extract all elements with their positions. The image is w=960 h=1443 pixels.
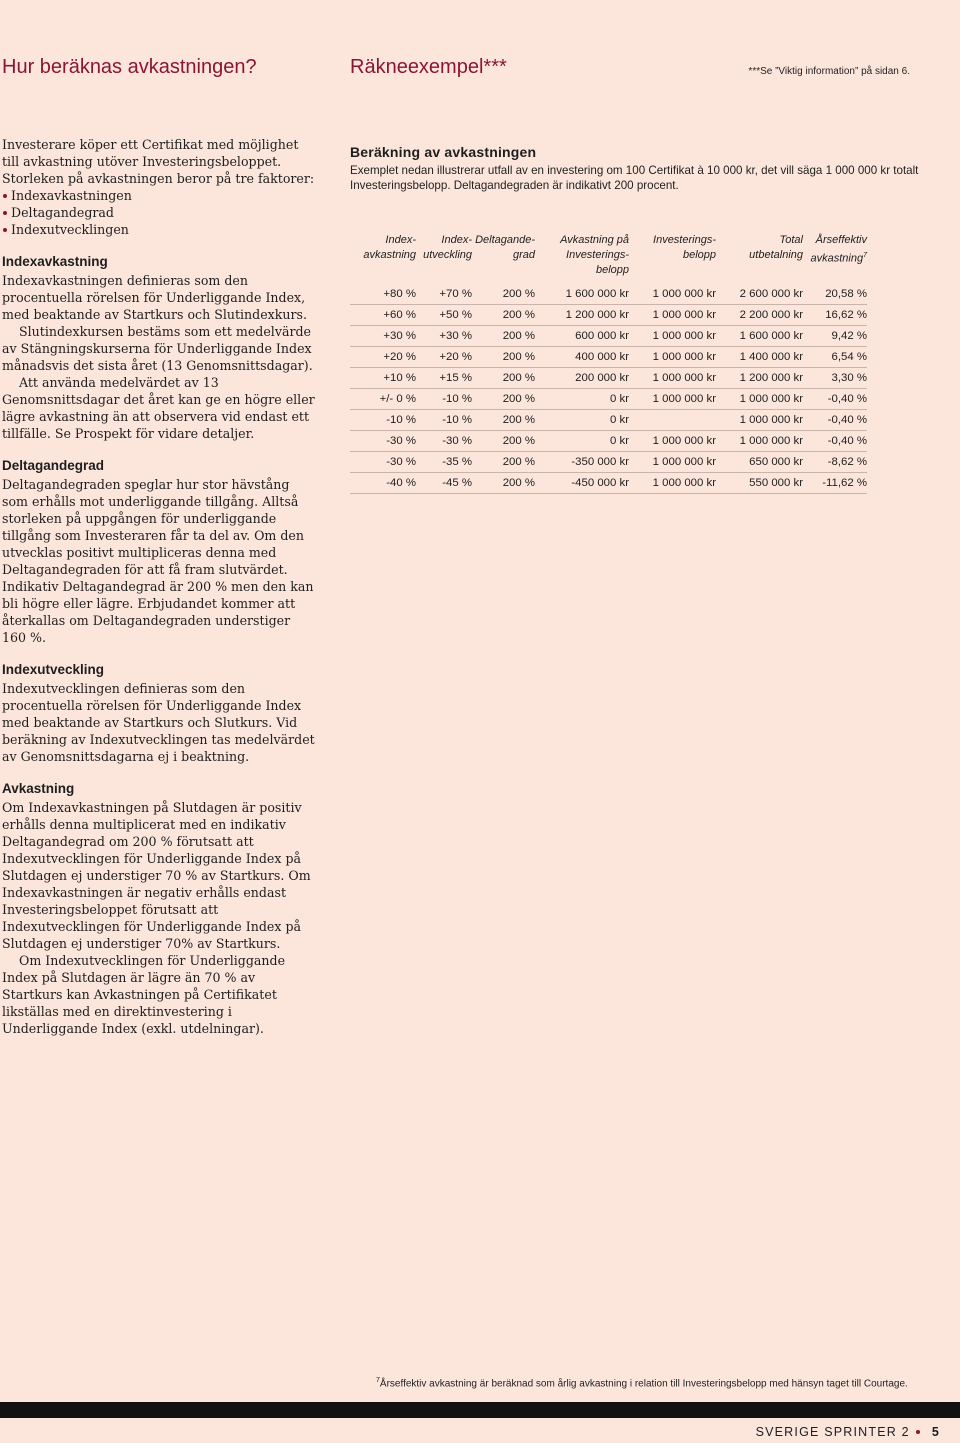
table-cell: 1 200 000 kr (535, 305, 629, 326)
table-cell: 200 000 kr (535, 368, 629, 389)
table-cell: 3,30 % (803, 368, 867, 389)
table-cell: 1 000 000 kr (716, 431, 803, 452)
table-cell: 400 000 kr (535, 347, 629, 368)
table-cell: 1 000 000 kr (716, 410, 803, 431)
table-cell: -8,62 % (803, 452, 867, 473)
paragraph: Indexutvecklingen definieras som den procentuella rörelsen för Underliggande Index med beaktande av Startkurs och Slutkurs. Vid beräkning av Indexutvecklingen tas medelvärdet av Genomsnittsdagarna ej i beaktning. (2, 681, 315, 764)
table-cell: +80 % (350, 284, 416, 305)
table-row (350, 473, 867, 494)
section-title: Räkneexempel*** (350, 56, 507, 78)
table-row (350, 410, 867, 431)
table-row (350, 305, 867, 326)
table-cell: +20 % (350, 347, 416, 368)
table-cell: +/- 0 % (350, 389, 416, 410)
table-cell: -11,62 % (803, 473, 867, 494)
table-cell: -0,40 % (803, 431, 867, 452)
calculation-table (350, 233, 867, 494)
table-cell: 6,54 % (803, 347, 867, 368)
table-cell: -10 % (350, 410, 416, 431)
table-row (350, 347, 867, 368)
table-cell: 200 % (472, 305, 535, 326)
left-column (2, 136, 318, 1037)
heading-avkastning: Avkastning (2, 781, 75, 796)
table-cell: -40 % (350, 473, 416, 494)
heading-deltagandegrad: Deltagandegrad (2, 458, 105, 473)
page-footer (756, 1425, 940, 1439)
table-cell: -30 % (350, 452, 416, 473)
table-header-row (350, 233, 867, 284)
table-cell: 650 000 kr (716, 452, 803, 473)
table-cell: 1 600 000 kr (535, 284, 629, 305)
table-cell: 1 400 000 kr (716, 347, 803, 368)
table-row (350, 389, 867, 410)
table-cell: -35 % (416, 452, 472, 473)
table-cell: 1 000 000 kr (629, 347, 716, 368)
intro-paragraph: Investerare köper ett Certifikat med möjlighet till avkastning utöver Investeringsbeloppet. Storleken på avkastningen beror på tre faktorer: (2, 137, 315, 186)
paragraph: Indexavkastningen definieras som den procentuella rörelsen för Underliggande Index, med beaktande av Startkurs och Slutindexkurs. (2, 273, 308, 322)
paragraph: Slutindexkursen bestäms som ett medelvärde av Stängningskurserna för Underliggande Index månadsvis det sista året (13 Genomsnittsdagar). (2, 324, 313, 373)
table-cell: -30 % (350, 431, 416, 452)
table-cell: -0,40 % (803, 410, 867, 431)
table-cell: -0,40 % (803, 389, 867, 410)
table-cell: 1 000 000 kr (629, 368, 716, 389)
table-cell: 0 kr (535, 431, 629, 452)
table-cell: 200 % (472, 347, 535, 368)
column-header: Deltagande- grad (475, 234, 535, 261)
factor-list (2, 187, 318, 238)
table-cell: 16,62 % (803, 305, 867, 326)
table-row (350, 368, 867, 389)
calc-intro: Exemplet nedan illustrerar utfall av en investering om 100 Certifikat à 10 000 kr, det vill säga 1 000 000 kr totalt Investeringsbelopp. Deltagandegraden är indikativt 200 procent. (350, 164, 919, 192)
right-column (350, 144, 920, 193)
paragraph: Deltagandegraden speglar hur stor hävstång som erhålls mot underliggande tillgång. Alltså storleken på uppgången för underliggande tillgång som Investeraren får ta del av. Om den utvecklas positivt multipliceras denna med Deltagandegraden för att få fram slutvärdet. Indikativ Deltagandegrad är 200 % men den kan bli högre eller lägre. Erbjudandet kommer att återkallas om Deltagandegraden understiger 160 %. (2, 477, 314, 645)
column-header: Index- utveckling (423, 234, 472, 261)
table-cell: 1 000 000 kr (629, 305, 716, 326)
footer-label: SVERIGE SPRINTER 2 (755, 1425, 910, 1439)
table-row (350, 452, 867, 473)
footer-bar (0, 1402, 960, 1418)
table-cell: 1 000 000 kr (629, 431, 716, 452)
table-cell: 1 200 000 kr (716, 368, 803, 389)
column-header: Index- avkastning (363, 234, 416, 261)
table-cell: 2 600 000 kr (716, 284, 803, 305)
table-row (350, 431, 867, 452)
table-cell: 200 % (472, 410, 535, 431)
table-row (350, 326, 867, 347)
table-cell: 1 000 000 kr (629, 284, 716, 305)
table-cell: -45 % (416, 473, 472, 494)
table-cell: 0 kr (535, 389, 629, 410)
factor-item: Deltagandegrad (2, 204, 318, 221)
paragraph: Om Indexutvecklingen för Underliggande Index på Slutdagen är lägre än 70 % av Startkurs kan Avkastningen på Certifikatet likställas med en direktinvestering i Underliggande Index (exkl. utdelningar). (2, 953, 286, 1036)
disclaimer-note: ***Se ”Viktig information” på sidan 6. (748, 66, 910, 77)
table-cell: 200 % (472, 452, 535, 473)
factor-item: Indexavkastningen (2, 187, 318, 204)
page-number: 5 (931, 1425, 940, 1439)
table-cell: +20 % (416, 347, 472, 368)
table-cell: 1 000 000 kr (629, 473, 716, 494)
table-cell: 200 % (472, 431, 535, 452)
column-header: Investerings- belopp (653, 234, 716, 261)
table-cell: 200 % (472, 473, 535, 494)
column-header: Årseffektiv avkastning$^7$ (810, 234, 867, 265)
table-cell: 1 000 000 kr (629, 452, 716, 473)
table-cell: 1 000 000 kr (629, 389, 716, 410)
table-cell: 1 000 000 kr (629, 326, 716, 347)
column-header: Total utbetalning (749, 234, 803, 261)
table-cell: 600 000 kr (535, 326, 629, 347)
paragraph: Om Indexavkastningen på Slutdagen är positiv erhålls denna multiplicerat med en indikativ Deltagandegrad om 200 % förutsatt att Indexutvecklingen för Underliggande Index på Slutdagen ej understiger 70 % av Startkurs. Om Indexavkastningen är negativ erhålls endast Investeringsbeloppet förutsatt att Indexutvecklingen för Underliggande Index på Slutdagen ej understiger 70% av Startkurs. (2, 800, 311, 951)
paragraph: Att använda medelvärdet av 13 Genomsnittsdagar det året kan ge en högre eller lägre avkastning än att observera vid endast ett tillfälle. Se Prospekt för vidare detaljer. (2, 375, 315, 441)
table-cell (629, 410, 716, 431)
table-cell: 2 200 000 kr (716, 305, 803, 326)
table-cell: 200 % (472, 368, 535, 389)
table-cell: 200 % (472, 389, 535, 410)
table-cell: +30 % (350, 326, 416, 347)
bullet-icon (916, 1430, 920, 1434)
table-cell: 0 kr (535, 410, 629, 431)
factor-item: Indexutvecklingen (2, 221, 318, 238)
table-row (350, 284, 867, 305)
table-cell: -450 000 kr (535, 473, 629, 494)
heading-indexutveckling: Indexutveckling (2, 662, 105, 677)
page-title: Hur beräknas avkastningen? (2, 56, 257, 78)
table-cell: 20,58 % (803, 284, 867, 305)
table-cell: +70 % (416, 284, 472, 305)
table-cell: +10 % (350, 368, 416, 389)
table-cell: +15 % (416, 368, 472, 389)
column-header: Avkastning på Investerings- belopp (560, 234, 629, 276)
table-cell: -10 % (416, 389, 472, 410)
table-cell: -350 000 kr (535, 452, 629, 473)
table-cell: +50 % (416, 305, 472, 326)
table-cell: -10 % (416, 410, 472, 431)
table-cell: -30 % (416, 431, 472, 452)
table-cell: 1 000 000 kr (716, 389, 803, 410)
calc-heading: Beräkning av avkastningen (350, 144, 537, 160)
table-cell: 200 % (472, 284, 535, 305)
table-cell: +60 % (350, 305, 416, 326)
table-cell: 1 600 000 kr (716, 326, 803, 347)
table-cell: +30 % (416, 326, 472, 347)
heading-indexavkastning: Indexavkastning (2, 254, 108, 269)
table-cell: 9,42 % (803, 326, 867, 347)
footnote: $^7$Årseffektiv avkastning är beräknad som årlig avkastning i relation till Investeringsbelopp med hänsyn taget till Courtage. (376, 1377, 908, 1390)
table-cell: 550 000 kr (716, 473, 803, 494)
table-cell: 200 % (472, 326, 535, 347)
